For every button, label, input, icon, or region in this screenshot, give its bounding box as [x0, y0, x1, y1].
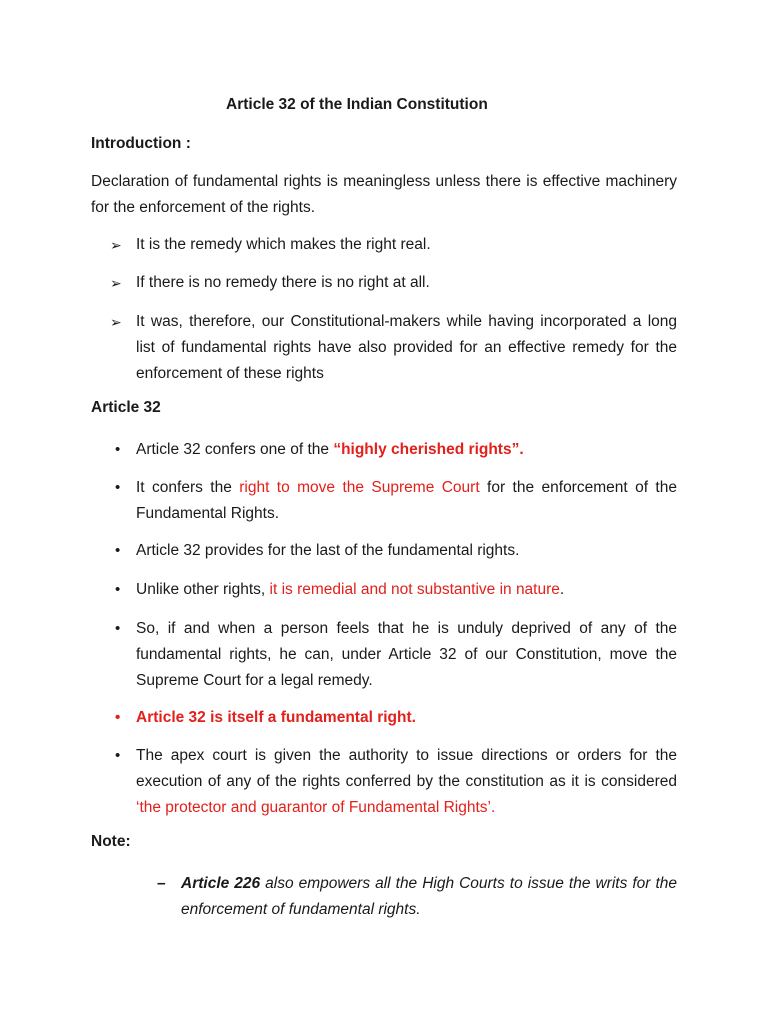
arrow-bullet-icon: ➢ — [110, 237, 122, 253]
arrow-list-item: ➢ It was, therefore, our Constitutional-makers while having incorporated a long list of fundamental rights have also provided for an effective remedy for the enforcement of these rights — [136, 309, 677, 387]
bullet-icon: • — [115, 620, 121, 637]
bullet-list-item: • Article 32 provides for the last of the fundamental rights. — [136, 538, 677, 564]
bullet-icon: • — [115, 747, 121, 764]
bullet-icon: • — [115, 709, 121, 726]
article-32-heading: Article 32 — [91, 399, 161, 416]
bullet-icon: • — [115, 441, 121, 458]
bullet-list-item: • Article 32 is itself a fundamental right. — [136, 705, 677, 731]
introduction-paragraph: Declaration of fundamental rights is meaningless unless there is effective machinery for the enforcement of the rights. — [91, 173, 677, 216]
bullet-list-item: • Article 32 confers one of the “highly cherished rights”. — [136, 437, 677, 463]
document-title: Article 32 of the Indian Constitution — [226, 96, 488, 113]
introduction-heading: Introduction : — [91, 135, 191, 152]
bullet-list-item: • So, if and when a person feels that he is unduly deprived of any of the fundamental rights, he can, under Article 32 of our Constitution, move the Supreme Court for a legal remedy. — [136, 616, 677, 694]
arrow-list-item: ➢ It is the remedy which makes the right real. — [136, 232, 677, 258]
note-item: – Article 226 also empowers all the High Courts to issue the writs for the enforcement of fundamental rights. — [181, 871, 677, 923]
note-heading: Note: — [91, 833, 131, 850]
arrow-bullet-icon: ➢ — [110, 314, 122, 330]
arrow-bullet-icon: ➢ — [110, 275, 122, 291]
bullet-icon: • — [115, 581, 121, 598]
bullet-list-item: • It confers the right to move the Supreme Court for the enforcement of the Fundamental Rights. — [136, 475, 677, 527]
bullet-icon: • — [115, 479, 121, 496]
bullet-list-item: • The apex court is given the authority to issue directions or orders for the execution of any of the rights conferred by the constitution as it is considered ‘the protector and guarantor of Fundamental Rights’. — [136, 743, 677, 821]
bullet-icon: • — [115, 542, 121, 559]
dash-bullet-icon: – — [157, 875, 166, 892]
bullet-list-item: • Unlike other rights, it is remedial and not substantive in nature. — [136, 577, 677, 603]
arrow-list-item: ➢ If there is no remedy there is no right at all. — [136, 270, 677, 296]
